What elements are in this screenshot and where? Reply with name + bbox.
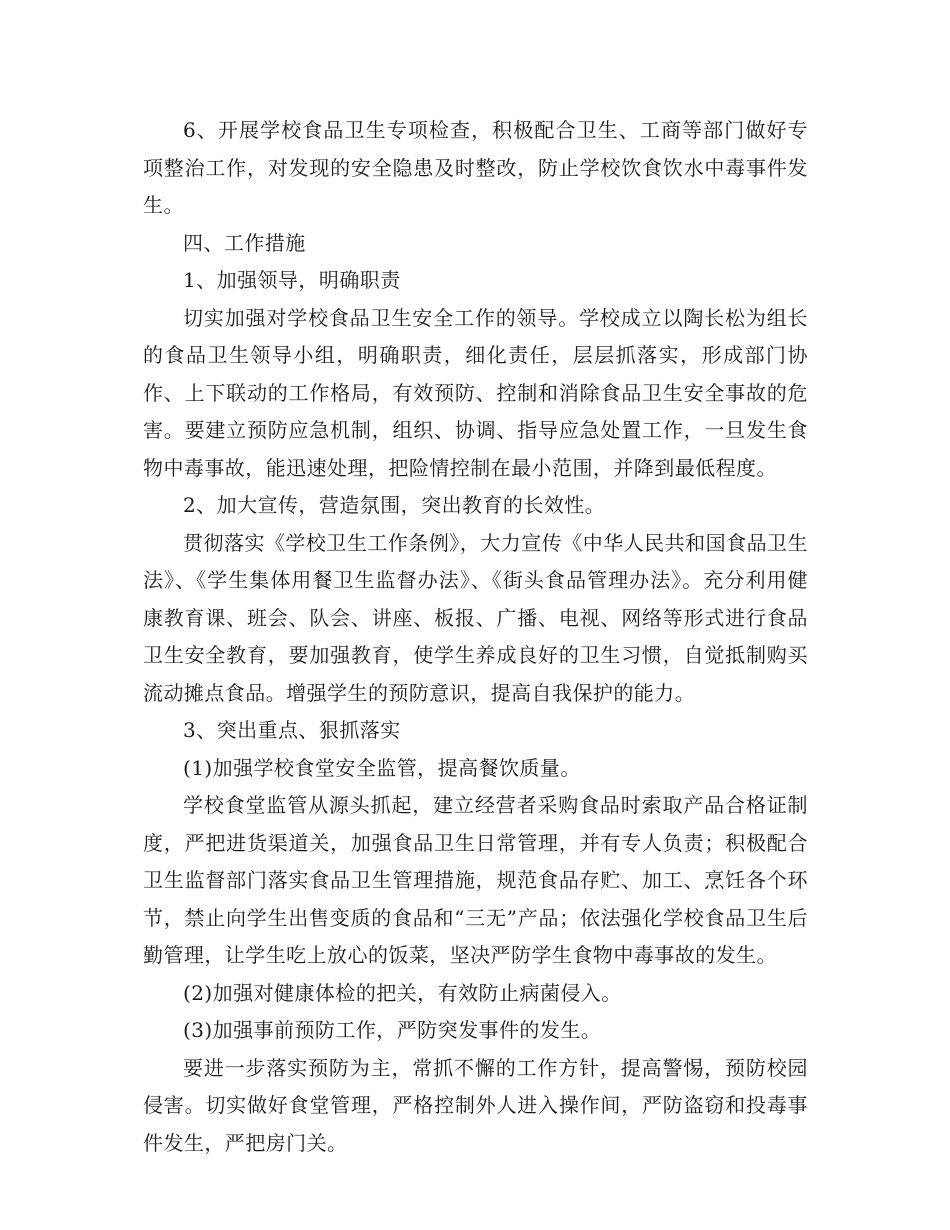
subheading-publicity: 2、加大宣传，营造氛围，突出教育的长效性。 [183, 493, 606, 517]
paragraph-publicity: 贯彻落实《学校卫生工作条例》，大力宣传《中华人民共和国食品卫生法》、《学生集体用餐卫生监督办法》、《街头食品管理办法》。充分利用健康教育课、班会、队会、讲座、板报、广播、电视、网络等形式进行食品卫生安全教育，要加强教育，使学生养成良好的卫生习惯，自觉抵制购买流动摊点食品。增强学生的预防意识，提高自我保护的能力。 [143, 530, 808, 705]
document-body [143, 112, 808, 1162]
paragraph-canteen-supervision: 学校食堂监管从源头抓起，建立经营者采购食品时索取产品合格证制度，严把进货渠道关，加强食品卫生日常管理，并有专人负责；积极配合卫生监督部门落实食品卫生管理措施，规范食品存贮、加工、烹饪各个环节，禁止向学生出售变质的食品和“三无”产品；依法强化学校食品卫生后勤管理，让学生吃上放心的饭菜，坚决严防学生食物中毒事故的发生。 [143, 793, 808, 967]
subheading-leadership: 1、加强领导，明确职责 [183, 268, 401, 292]
paragraph-leadership: 切实加强对学校食品卫生安全工作的领导。学校成立以陶长松为组长的食品卫生领导小组，明确职责，细化责任，层层抓落实，形成部门协作、上下联动的工作格局，有效预防、控制和消除食品卫生安全事故的危害。要建立预防应急机制，组织、协调、指导应急处置工作，一旦发生食物中毒事故，能迅速处理，把险情控制在最小范围，并降到最低程度。 [143, 305, 808, 480]
subitem-canteen-supervision: (1)加强学校食堂安全监管，提高餐饮质量。 [183, 755, 581, 780]
subitem-prevention: (3)加强事前预防工作，严防突发事件的发生。 [183, 1018, 602, 1042]
subitem-health-check: (2)加强对健康体检的把关，有效防止病菌侵入。 [183, 980, 622, 1005]
paragraph-item-6: 6、开展学校食品卫生专项检查，积极配合卫生、工商等部门做好专项整治工作，对发现的安全隐患及时整改，防止学校饮食饮水中毒事件发生。 [143, 118, 808, 217]
section-heading-measures: 四、工作措施 [183, 230, 306, 255]
paragraph-prevention: 要进一步落实预防为主，常抓不懈的工作方针，提高警惕，预防校园侵害。切实做好食堂管理，严格控制外人进入操作间，严防盗窃和投毒事件发生，严把房门关。 [143, 1055, 808, 1155]
subheading-key-points: 3、突出重点、狠抓落实 [183, 718, 401, 742]
